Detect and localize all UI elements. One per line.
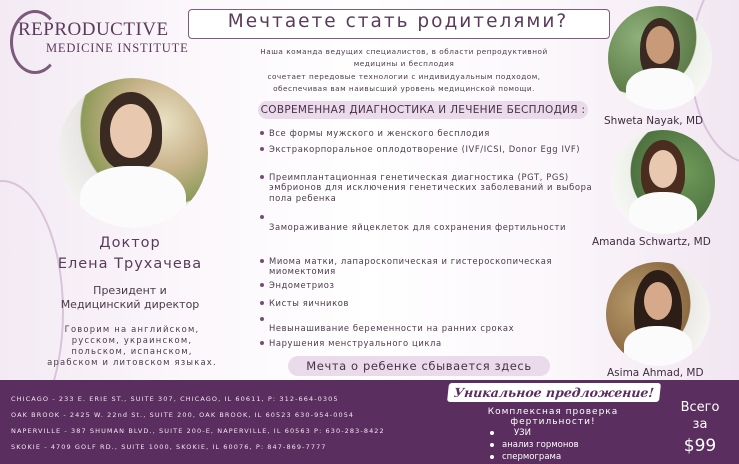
main-doctor-photo	[58, 78, 208, 228]
promo-title: Уникальное предложение!	[447, 383, 661, 402]
bullet-icon	[260, 341, 264, 345]
service-item: Миома матки, лапароскопическая и гистероскопическая миомектомия	[260, 256, 560, 277]
service-item: Кисты яичников	[260, 298, 600, 308]
service-item: Преимплантационная генетическая диагностика (PGT, PGS) эмбрионов для исключения генетических заболеваний и выбора пола ребенка	[260, 172, 598, 203]
doctor-name-schwartz: Amanda Schwartz, MD	[592, 236, 711, 248]
headline: Мечтаете стать родителями?	[227, 11, 569, 32]
slogan: Мечта о ребенке сбывается здесь	[306, 359, 532, 373]
price-label-line: Всего	[680, 400, 720, 415]
bullet-icon	[490, 431, 494, 435]
intro-line: сочетает передовые технологии с индивидуальным подходом,	[267, 71, 541, 81]
service-item: Все формы мужского и женского бесплодия	[260, 128, 600, 138]
languages-line: Говорим на английском,	[64, 324, 200, 334]
languages-line: арабском и литовском языках.	[47, 357, 217, 367]
face-shape	[644, 282, 672, 320]
face-shape	[649, 150, 677, 188]
bullet-icon	[260, 259, 264, 263]
promo-item: анализ гормонов	[490, 440, 579, 450]
service-item: Эндометриоз	[260, 280, 600, 290]
location-oak-brook: OAK BROOK - 2425 W. 22nd St., SUITE 200, OAK BROOK, IL 60523 630-954-0054	[11, 411, 355, 419]
location-naperville: NAPERVILLE - 387 SHUMAN BLVD., SUITE 200-E, NAPERVILLE, IL 60563 P: 630-283-8422	[11, 427, 385, 435]
promo-subtitle	[458, 407, 648, 427]
brand-line-2: MEDICINE INSTITUTE	[46, 41, 189, 55]
doctor-photo-ahmad	[606, 262, 710, 366]
location-skokie: SKOKIE - 4709 GOLF RD., SUITE 1000, SKOKIE, IL 60076, P: 847-869-7777	[11, 443, 327, 451]
brand-line-1: REPRODUCTIVE	[18, 19, 169, 40]
white-coat-shape	[629, 192, 697, 234]
service-item: Невынашивание беременности на ранних сроках	[269, 323, 515, 333]
bullet-icon	[260, 175, 264, 179]
bullet-icon	[490, 455, 494, 459]
white-coat-shape	[624, 326, 692, 366]
doctor-photo-schwartz	[611, 130, 715, 234]
location-chicago: CHICAGO - 233 E. ERIE ST., SUITE 307, CHICAGO, IL 60611, P: 312-664-0305	[11, 395, 339, 403]
services-title: СОВРЕМЕННАЯ ДИАГНОСТИКА И ЛЕЧЕНИЕ БЕСПЛОДИЯ :	[260, 104, 586, 116]
languages-text	[14, 324, 250, 368]
intro-line: обеспечивая вам наивысший уровень медицинской помощи.	[273, 83, 535, 93]
intro-line: медицины и бесплодия	[353, 59, 455, 69]
white-coat-shape	[626, 68, 694, 110]
main-doctor-name-line2: Елена Трухачева	[57, 256, 203, 272]
intro-text	[212, 46, 596, 95]
bullet-icon	[490, 443, 494, 447]
doctor-name-ahmad: Asima Ahmad, MD	[607, 367, 704, 379]
white-coat-shape	[80, 166, 186, 228]
bullet-icon	[260, 131, 264, 135]
bullet-icon	[260, 215, 264, 219]
doctor-photo-nayak	[608, 6, 712, 110]
main-doctor-title-line1: Президент и	[93, 284, 167, 297]
service-item: Экстракорпоральное оплодотворение (IVF/ICSI, Donor Egg IVF)	[260, 144, 594, 154]
bullet-icon	[260, 317, 264, 321]
face-shape	[646, 26, 674, 64]
service-item: Нарушения менструального цикла	[260, 338, 600, 348]
bullet-icon	[260, 283, 264, 287]
promo-item: спермограма	[490, 452, 561, 462]
languages-line: польском, испанском,	[71, 346, 193, 356]
doctor-name-nayak: Shweta Nayak, MD	[604, 115, 704, 127]
intro-line: Наша команда ведущих специалистов, в области репродуктивной	[260, 47, 548, 56]
price-label-line: за	[692, 417, 708, 432]
bullet-icon	[260, 147, 264, 151]
price: $99	[683, 436, 717, 456]
price-label	[668, 399, 732, 433]
main-doctor-title-line2: Медицинский директор	[60, 298, 200, 311]
main-doctor-name-line1: Доктор	[99, 235, 161, 251]
languages-line: русском, украинском,	[71, 335, 193, 345]
promo-subtitle-line: Комплексная проверка	[487, 407, 619, 417]
service-item: Замораживание яйцеклеток для сохранения фертильности	[269, 222, 566, 232]
face-shape	[110, 104, 152, 158]
promo-item: УЗИ	[490, 428, 531, 438]
promo-subtitle-line: фертильности!	[510, 417, 596, 427]
bullet-icon	[260, 301, 264, 305]
